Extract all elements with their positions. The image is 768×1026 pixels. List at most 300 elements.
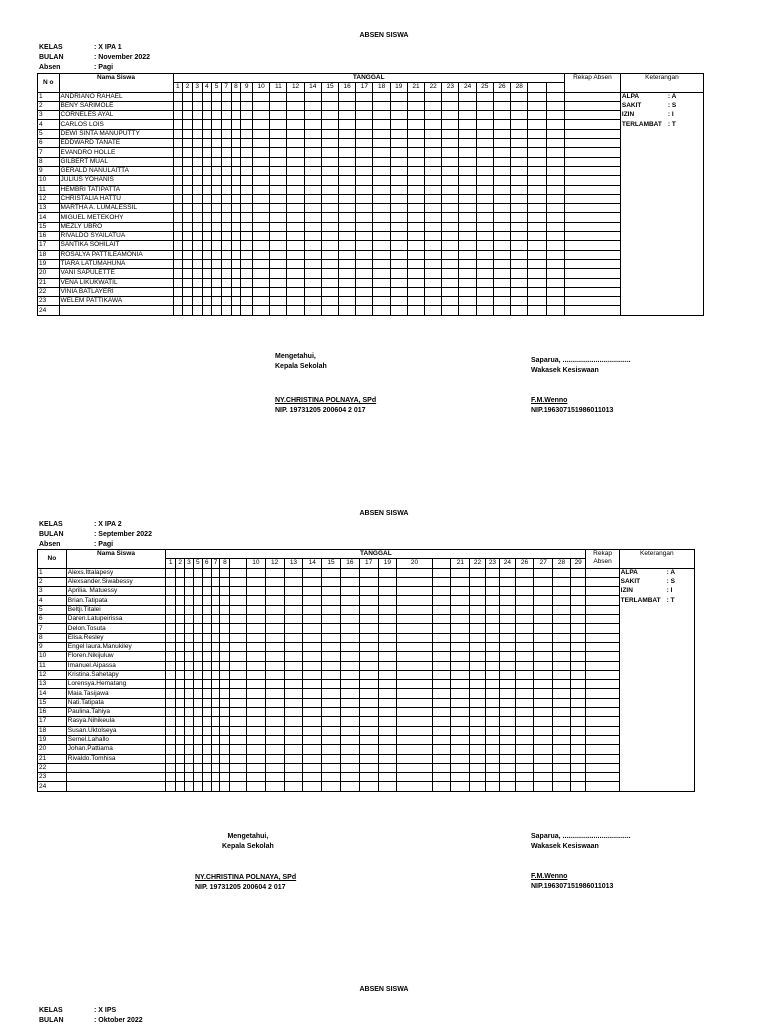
attendance-cell[interactable] xyxy=(304,185,321,194)
attendance-cell[interactable] xyxy=(221,222,231,231)
attendance-cell[interactable] xyxy=(339,306,356,315)
attendance-cell[interactable] xyxy=(442,111,459,120)
attendance-cell[interactable] xyxy=(166,708,176,717)
attendance-cell[interactable] xyxy=(407,129,424,138)
attendance-cell[interactable] xyxy=(470,726,485,735)
attendance-cell[interactable] xyxy=(287,120,304,129)
attendance-cell[interactable] xyxy=(192,259,202,268)
attendance-cell[interactable] xyxy=(265,708,284,717)
attendance-cell[interactable] xyxy=(546,194,564,203)
attendance-cell[interactable] xyxy=(202,157,212,166)
attendance-cell[interactable] xyxy=(322,661,341,670)
attendance-cell[interactable] xyxy=(193,615,202,624)
attendance-cell[interactable] xyxy=(212,269,222,278)
attendance-cell[interactable] xyxy=(212,101,222,110)
attendance-cell[interactable] xyxy=(230,642,247,651)
attendance-cell[interactable] xyxy=(284,577,303,586)
attendance-cell[interactable] xyxy=(304,166,321,175)
attendance-cell[interactable] xyxy=(432,717,451,726)
attendance-cell[interactable] xyxy=(246,735,265,744)
attendance-cell[interactable] xyxy=(425,176,442,185)
attendance-cell[interactable] xyxy=(246,642,265,651)
attendance-cell[interactable] xyxy=(500,661,515,670)
attendance-cell[interactable] xyxy=(183,259,193,268)
attendance-cell[interactable] xyxy=(493,92,510,101)
attendance-cell[interactable] xyxy=(425,157,442,166)
attendance-cell[interactable] xyxy=(470,717,485,726)
rekap-cell[interactable] xyxy=(564,259,620,268)
attendance-cell[interactable] xyxy=(356,259,373,268)
attendance-cell[interactable] xyxy=(253,111,270,120)
attendance-cell[interactable] xyxy=(284,596,303,605)
attendance-cell[interactable] xyxy=(470,633,485,642)
attendance-cell[interactable] xyxy=(339,222,356,231)
attendance-cell[interactable] xyxy=(173,120,183,129)
attendance-cell[interactable] xyxy=(192,139,202,148)
attendance-cell[interactable] xyxy=(270,213,287,222)
attendance-cell[interactable] xyxy=(432,735,451,744)
attendance-cell[interactable] xyxy=(407,111,424,120)
attendance-cell[interactable] xyxy=(322,587,341,596)
attendance-cell[interactable] xyxy=(339,278,356,287)
attendance-cell[interactable] xyxy=(176,652,185,661)
attendance-cell[interactable] xyxy=(322,670,341,679)
attendance-cell[interactable] xyxy=(166,763,176,772)
attendance-cell[interactable] xyxy=(270,148,287,157)
attendance-cell[interactable] xyxy=(265,577,284,586)
attendance-cell[interactable] xyxy=(173,92,183,101)
attendance-cell[interactable] xyxy=(500,680,515,689)
attendance-cell[interactable] xyxy=(321,111,338,120)
attendance-cell[interactable] xyxy=(173,111,183,120)
attendance-cell[interactable] xyxy=(373,185,390,194)
attendance-cell[interactable] xyxy=(321,176,338,185)
attendance-cell[interactable] xyxy=(459,139,476,148)
attendance-cell[interactable] xyxy=(321,157,338,166)
attendance-cell[interactable] xyxy=(546,166,564,175)
attendance-cell[interactable] xyxy=(253,185,270,194)
attendance-cell[interactable] xyxy=(220,698,230,707)
attendance-cell[interactable] xyxy=(231,269,241,278)
attendance-cell[interactable] xyxy=(193,642,202,651)
attendance-cell[interactable] xyxy=(451,661,470,670)
attendance-cell[interactable] xyxy=(534,624,553,633)
attendance-cell[interactable] xyxy=(202,278,212,287)
attendance-cell[interactable] xyxy=(220,689,230,698)
attendance-cell[interactable] xyxy=(442,213,459,222)
attendance-cell[interactable] xyxy=(287,278,304,287)
attendance-cell[interactable] xyxy=(397,652,432,661)
attendance-cell[interactable] xyxy=(211,624,220,633)
attendance-cell[interactable] xyxy=(220,596,230,605)
attendance-cell[interactable] xyxy=(407,166,424,175)
attendance-cell[interactable] xyxy=(493,166,510,175)
attendance-cell[interactable] xyxy=(185,642,194,651)
attendance-cell[interactable] xyxy=(321,120,338,129)
attendance-cell[interactable] xyxy=(528,185,546,194)
attendance-cell[interactable] xyxy=(359,689,378,698)
attendance-cell[interactable] xyxy=(432,596,451,605)
attendance-cell[interactable] xyxy=(511,250,528,259)
attendance-cell[interactable] xyxy=(432,642,451,651)
attendance-cell[interactable] xyxy=(212,148,222,157)
attendance-cell[interactable] xyxy=(451,745,470,754)
attendance-cell[interactable] xyxy=(470,754,485,763)
attendance-cell[interactable] xyxy=(570,735,586,744)
attendance-cell[interactable] xyxy=(212,92,222,101)
attendance-cell[interactable] xyxy=(166,596,176,605)
attendance-cell[interactable] xyxy=(183,157,193,166)
attendance-cell[interactable] xyxy=(185,587,194,596)
attendance-cell[interactable] xyxy=(485,670,499,679)
attendance-cell[interactable] xyxy=(470,587,485,596)
attendance-cell[interactable] xyxy=(220,615,230,624)
attendance-cell[interactable] xyxy=(253,250,270,259)
attendance-cell[interactable] xyxy=(173,250,183,259)
attendance-cell[interactable] xyxy=(476,232,493,241)
attendance-cell[interactable] xyxy=(373,259,390,268)
attendance-cell[interactable] xyxy=(287,232,304,241)
attendance-cell[interactable] xyxy=(339,213,356,222)
attendance-cell[interactable] xyxy=(476,259,493,268)
attendance-cell[interactable] xyxy=(202,642,211,651)
attendance-cell[interactable] xyxy=(425,250,442,259)
attendance-cell[interactable] xyxy=(397,782,432,791)
attendance-cell[interactable] xyxy=(339,250,356,259)
attendance-cell[interactable] xyxy=(397,596,432,605)
attendance-cell[interactable] xyxy=(253,194,270,203)
attendance-cell[interactable] xyxy=(493,222,510,231)
attendance-cell[interactable] xyxy=(231,185,241,194)
attendance-cell[interactable] xyxy=(378,680,397,689)
attendance-cell[interactable] xyxy=(528,222,546,231)
attendance-cell[interactable] xyxy=(185,717,194,726)
attendance-cell[interactable] xyxy=(425,111,442,120)
attendance-cell[interactable] xyxy=(193,596,202,605)
attendance-cell[interactable] xyxy=(442,185,459,194)
attendance-cell[interactable] xyxy=(231,222,241,231)
attendance-cell[interactable] xyxy=(221,92,231,101)
attendance-cell[interactable] xyxy=(241,306,253,315)
attendance-cell[interactable] xyxy=(493,111,510,120)
attendance-cell[interactable] xyxy=(476,222,493,231)
attendance-cell[interactable] xyxy=(241,194,253,203)
attendance-cell[interactable] xyxy=(373,269,390,278)
attendance-cell[interactable] xyxy=(570,754,586,763)
attendance-cell[interactable] xyxy=(425,194,442,203)
attendance-cell[interactable] xyxy=(407,120,424,129)
attendance-cell[interactable] xyxy=(373,166,390,175)
attendance-cell[interactable] xyxy=(451,698,470,707)
attendance-cell[interactable] xyxy=(183,92,193,101)
attendance-cell[interactable] xyxy=(500,642,515,651)
attendance-cell[interactable] xyxy=(173,166,183,175)
attendance-cell[interactable] xyxy=(397,708,432,717)
attendance-cell[interactable] xyxy=(270,101,287,110)
attendance-cell[interactable] xyxy=(534,745,553,754)
attendance-cell[interactable] xyxy=(304,306,321,315)
attendance-cell[interactable] xyxy=(220,717,230,726)
attendance-cell[interactable] xyxy=(193,726,202,735)
attendance-cell[interactable] xyxy=(284,587,303,596)
attendance-cell[interactable] xyxy=(211,577,220,586)
rekap-cell[interactable] xyxy=(586,763,619,772)
attendance-cell[interactable] xyxy=(246,680,265,689)
attendance-cell[interactable] xyxy=(304,259,321,268)
attendance-cell[interactable] xyxy=(303,754,322,763)
attendance-cell[interactable] xyxy=(553,680,571,689)
attendance-cell[interactable] xyxy=(397,735,432,744)
attendance-cell[interactable] xyxy=(322,754,341,763)
attendance-cell[interactable] xyxy=(173,259,183,268)
attendance-cell[interactable] xyxy=(193,708,202,717)
attendance-cell[interactable] xyxy=(265,642,284,651)
attendance-cell[interactable] xyxy=(390,306,407,315)
attendance-cell[interactable] xyxy=(397,726,432,735)
attendance-cell[interactable] xyxy=(515,717,534,726)
attendance-cell[interactable] xyxy=(425,287,442,296)
attendance-cell[interactable] xyxy=(220,661,230,670)
attendance-cell[interactable] xyxy=(185,782,194,791)
attendance-cell[interactable] xyxy=(432,689,451,698)
attendance-cell[interactable] xyxy=(570,642,586,651)
attendance-cell[interactable] xyxy=(241,278,253,287)
attendance-cell[interactable] xyxy=(378,689,397,698)
attendance-cell[interactable] xyxy=(459,120,476,129)
attendance-cell[interactable] xyxy=(185,615,194,624)
attendance-cell[interactable] xyxy=(500,587,515,596)
attendance-cell[interactable] xyxy=(500,596,515,605)
attendance-cell[interactable] xyxy=(230,661,247,670)
attendance-cell[interactable] xyxy=(321,166,338,175)
attendance-cell[interactable] xyxy=(359,652,378,661)
attendance-cell[interactable] xyxy=(176,661,185,670)
attendance-cell[interactable] xyxy=(553,773,571,782)
attendance-cell[interactable] xyxy=(515,689,534,698)
attendance-cell[interactable] xyxy=(303,661,322,670)
attendance-cell[interactable] xyxy=(339,232,356,241)
attendance-cell[interactable] xyxy=(373,194,390,203)
attendance-cell[interactable] xyxy=(253,259,270,268)
attendance-cell[interactable] xyxy=(432,605,451,614)
attendance-cell[interactable] xyxy=(265,624,284,633)
attendance-cell[interactable] xyxy=(241,129,253,138)
attendance-cell[interactable] xyxy=(166,754,176,763)
attendance-cell[interactable] xyxy=(553,689,571,698)
attendance-cell[interactable] xyxy=(183,194,193,203)
attendance-cell[interactable] xyxy=(459,176,476,185)
attendance-cell[interactable] xyxy=(287,185,304,194)
attendance-cell[interactable] xyxy=(500,577,515,586)
attendance-cell[interactable] xyxy=(202,745,211,754)
attendance-cell[interactable] xyxy=(390,120,407,129)
attendance-cell[interactable] xyxy=(202,652,211,661)
attendance-cell[interactable] xyxy=(340,782,359,791)
attendance-cell[interactable] xyxy=(390,166,407,175)
attendance-cell[interactable] xyxy=(485,689,499,698)
attendance-cell[interactable] xyxy=(459,194,476,203)
attendance-cell[interactable] xyxy=(340,763,359,772)
attendance-cell[interactable] xyxy=(193,577,202,586)
attendance-cell[interactable] xyxy=(241,185,253,194)
attendance-cell[interactable] xyxy=(553,708,571,717)
attendance-cell[interactable] xyxy=(425,129,442,138)
attendance-cell[interactable] xyxy=(359,773,378,782)
attendance-cell[interactable] xyxy=(340,596,359,605)
attendance-cell[interactable] xyxy=(176,708,185,717)
attendance-cell[interactable] xyxy=(425,185,442,194)
attendance-cell[interactable] xyxy=(192,306,202,315)
attendance-cell[interactable] xyxy=(432,726,451,735)
attendance-cell[interactable] xyxy=(220,624,230,633)
attendance-cell[interactable] xyxy=(221,139,231,148)
attendance-cell[interactable] xyxy=(304,139,321,148)
attendance-cell[interactable] xyxy=(356,120,373,129)
attendance-cell[interactable] xyxy=(470,596,485,605)
attendance-cell[interactable] xyxy=(432,661,451,670)
attendance-cell[interactable] xyxy=(287,92,304,101)
attendance-cell[interactable] xyxy=(193,633,202,642)
attendance-cell[interactable] xyxy=(241,297,253,306)
attendance-cell[interactable] xyxy=(340,773,359,782)
attendance-cell[interactable] xyxy=(515,726,534,735)
attendance-cell[interactable] xyxy=(287,166,304,175)
attendance-cell[interactable] xyxy=(321,194,338,203)
rekap-cell[interactable] xyxy=(564,120,620,129)
attendance-cell[interactable] xyxy=(485,633,499,642)
rekap-cell[interactable] xyxy=(586,652,619,661)
attendance-cell[interactable] xyxy=(303,605,322,614)
attendance-cell[interactable] xyxy=(185,773,194,782)
attendance-cell[interactable] xyxy=(493,241,510,250)
attendance-cell[interactable] xyxy=(356,250,373,259)
attendance-cell[interactable] xyxy=(476,111,493,120)
attendance-cell[interactable] xyxy=(220,745,230,754)
attendance-cell[interactable] xyxy=(166,670,176,679)
attendance-cell[interactable] xyxy=(270,166,287,175)
attendance-cell[interactable] xyxy=(173,204,183,213)
attendance-cell[interactable] xyxy=(304,232,321,241)
attendance-cell[interactable] xyxy=(241,176,253,185)
attendance-cell[interactable] xyxy=(287,101,304,110)
attendance-cell[interactable] xyxy=(287,241,304,250)
attendance-cell[interactable] xyxy=(459,111,476,120)
attendance-cell[interactable] xyxy=(373,157,390,166)
attendance-cell[interactable] xyxy=(193,763,202,772)
attendance-cell[interactable] xyxy=(432,615,451,624)
attendance-cell[interactable] xyxy=(390,297,407,306)
attendance-cell[interactable] xyxy=(407,185,424,194)
attendance-cell[interactable] xyxy=(220,633,230,642)
attendance-cell[interactable] xyxy=(407,232,424,241)
attendance-cell[interactable] xyxy=(270,250,287,259)
attendance-cell[interactable] xyxy=(425,120,442,129)
attendance-cell[interactable] xyxy=(246,577,265,586)
attendance-cell[interactable] xyxy=(432,698,451,707)
attendance-cell[interactable] xyxy=(485,577,499,586)
attendance-cell[interactable] xyxy=(303,587,322,596)
attendance-cell[interactable] xyxy=(553,587,571,596)
attendance-cell[interactable] xyxy=(470,708,485,717)
attendance-cell[interactable] xyxy=(221,111,231,120)
attendance-cell[interactable] xyxy=(212,222,222,231)
attendance-cell[interactable] xyxy=(515,568,534,577)
attendance-cell[interactable] xyxy=(451,605,470,614)
attendance-cell[interactable] xyxy=(166,689,176,698)
attendance-cell[interactable] xyxy=(442,241,459,250)
attendance-cell[interactable] xyxy=(231,278,241,287)
attendance-cell[interactable] xyxy=(340,568,359,577)
attendance-cell[interactable] xyxy=(511,213,528,222)
attendance-cell[interactable] xyxy=(166,726,176,735)
attendance-cell[interactable] xyxy=(270,157,287,166)
attendance-cell[interactable] xyxy=(270,222,287,231)
attendance-cell[interactable] xyxy=(485,642,499,651)
attendance-cell[interactable] xyxy=(241,120,253,129)
attendance-cell[interactable] xyxy=(221,120,231,129)
attendance-cell[interactable] xyxy=(397,680,432,689)
attendance-cell[interactable] xyxy=(212,157,222,166)
attendance-cell[interactable] xyxy=(493,250,510,259)
attendance-cell[interactable] xyxy=(570,596,586,605)
attendance-cell[interactable] xyxy=(173,185,183,194)
attendance-cell[interactable] xyxy=(202,735,211,744)
attendance-cell[interactable] xyxy=(173,297,183,306)
attendance-cell[interactable] xyxy=(425,232,442,241)
attendance-cell[interactable] xyxy=(211,735,220,744)
attendance-cell[interactable] xyxy=(284,745,303,754)
attendance-cell[interactable] xyxy=(287,287,304,296)
attendance-cell[interactable] xyxy=(231,259,241,268)
attendance-cell[interactable] xyxy=(356,111,373,120)
attendance-cell[interactable] xyxy=(185,624,194,633)
attendance-cell[interactable] xyxy=(485,680,499,689)
attendance-cell[interactable] xyxy=(183,241,193,250)
attendance-cell[interactable] xyxy=(221,194,231,203)
attendance-cell[interactable] xyxy=(265,587,284,596)
attendance-cell[interactable] xyxy=(220,754,230,763)
attendance-cell[interactable] xyxy=(339,148,356,157)
attendance-cell[interactable] xyxy=(340,735,359,744)
attendance-cell[interactable] xyxy=(321,287,338,296)
attendance-cell[interactable] xyxy=(270,306,287,315)
attendance-cell[interactable] xyxy=(221,269,231,278)
attendance-cell[interactable] xyxy=(500,773,515,782)
attendance-cell[interactable] xyxy=(303,624,322,633)
attendance-cell[interactable] xyxy=(500,698,515,707)
attendance-cell[interactable] xyxy=(321,250,338,259)
attendance-cell[interactable] xyxy=(500,670,515,679)
attendance-cell[interactable] xyxy=(425,222,442,231)
attendance-cell[interactable] xyxy=(176,782,185,791)
attendance-cell[interactable] xyxy=(459,166,476,175)
attendance-cell[interactable] xyxy=(515,615,534,624)
attendance-cell[interactable] xyxy=(373,250,390,259)
attendance-cell[interactable] xyxy=(373,222,390,231)
attendance-cell[interactable] xyxy=(470,652,485,661)
attendance-cell[interactable] xyxy=(511,92,528,101)
attendance-cell[interactable] xyxy=(432,763,451,772)
attendance-cell[interactable] xyxy=(221,306,231,315)
attendance-cell[interactable] xyxy=(553,624,571,633)
attendance-cell[interactable] xyxy=(493,269,510,278)
attendance-cell[interactable] xyxy=(528,166,546,175)
attendance-cell[interactable] xyxy=(397,689,432,698)
attendance-cell[interactable] xyxy=(321,222,338,231)
attendance-cell[interactable] xyxy=(459,297,476,306)
attendance-cell[interactable] xyxy=(166,717,176,726)
attendance-cell[interactable] xyxy=(451,615,470,624)
